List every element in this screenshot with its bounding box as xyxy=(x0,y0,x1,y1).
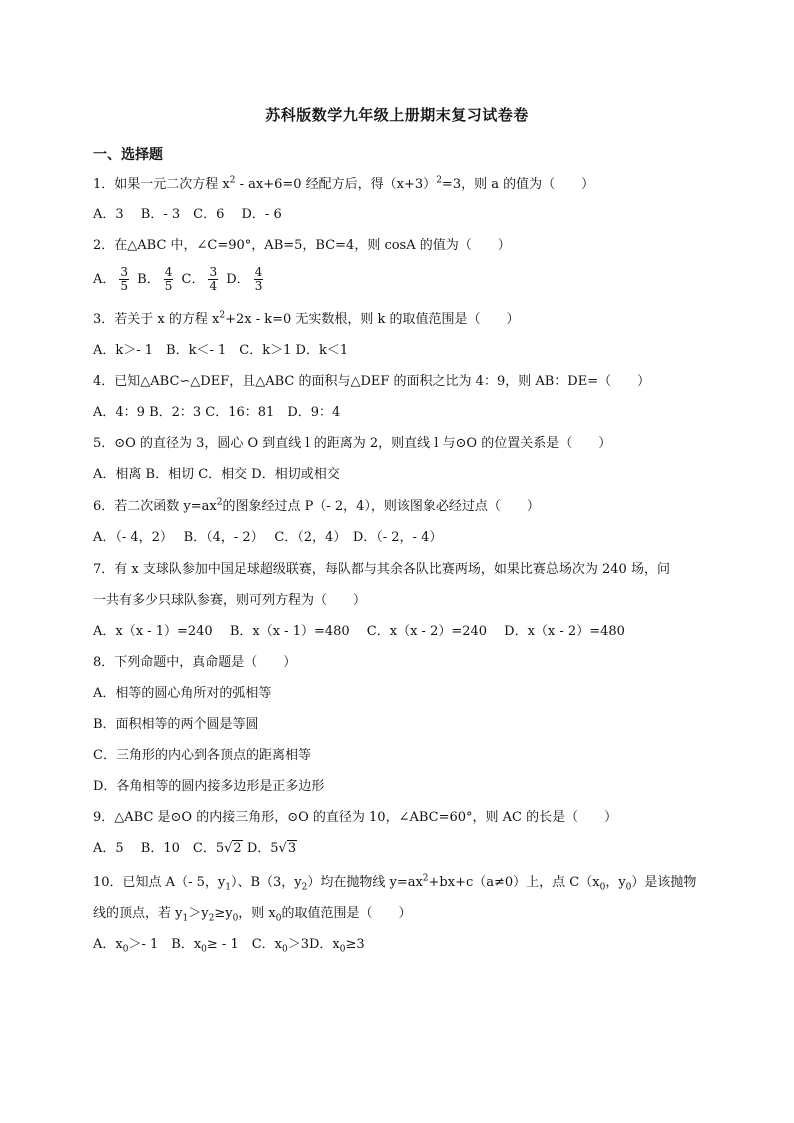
numerator: 3 xyxy=(209,265,218,279)
q10-text: ，y xyxy=(605,875,626,890)
subscript: 0 xyxy=(599,882,606,893)
q10-text: ）是该抛物 xyxy=(631,875,697,890)
q1-exponent: 2 xyxy=(229,175,236,186)
question-4-options: A．4：9 B．2：3 C．16：81 D．9：4 xyxy=(93,405,341,420)
numerator: 3 xyxy=(120,265,129,279)
q2-option-a: A． xyxy=(93,272,116,287)
numerator: 4 xyxy=(254,265,263,279)
question-3 xyxy=(93,311,520,329)
question-5: 5．⊙O 的直径为 3，圆心 O 到直线 l 的距离为 2，则直线 l 与⊙O 的位置关系是（ ） xyxy=(93,436,612,451)
subscript: 1 xyxy=(225,882,231,893)
q10-text: +bx+c（a≠0）上，点 C（x xyxy=(428,875,600,890)
q10-text: ＞y xyxy=(188,906,209,921)
q3-exponent: 2 xyxy=(219,310,226,321)
denominator: 5 xyxy=(164,279,173,293)
subscript: 2 xyxy=(208,913,215,924)
denominator: 4 xyxy=(209,279,218,293)
fraction xyxy=(254,266,264,293)
subscript: 0 xyxy=(232,913,239,924)
subscript: 0 xyxy=(625,882,632,893)
q10-text: ，则 x xyxy=(238,906,276,921)
exponent: 2 xyxy=(422,873,429,884)
question-10 xyxy=(93,874,696,892)
question-8-option-c: C．三角形的内心到各顶点的距离相等 xyxy=(93,748,311,763)
numerator: 4 xyxy=(164,265,173,279)
q3-text: +2x - k=0 无实数根，则 k 的取值范围是（ ） xyxy=(225,312,520,327)
q1-text: 1．如果一元二次方程 x xyxy=(93,177,230,192)
subscript: 0 xyxy=(339,944,346,955)
question-7-cont: 一共有多少只球队参赛，则可列方程为（ ） xyxy=(93,593,367,608)
q10-option-text: ≥3 xyxy=(345,937,365,952)
question-1 xyxy=(93,176,594,194)
question-2: 2．在△ABC 中，∠C=90°，AB=5，BC=4，则 cosA 的值为（ ） xyxy=(93,238,511,253)
denominator: 5 xyxy=(120,279,129,293)
q10-option-text: A．x xyxy=(93,937,123,952)
q10-option-text: ＞- 1 B．x xyxy=(128,937,202,952)
question-1-options: A．3 B．- 3 C．6 D．- 6 xyxy=(93,207,282,222)
subscript: 0 xyxy=(122,944,129,955)
q6-text: 6．若二次函数 y=ax xyxy=(93,499,217,514)
question-10-cont xyxy=(93,905,412,923)
q2-option-b: B． xyxy=(137,272,160,287)
question-6-options: A．（- 4，2） B．（4，- 2） C．（2，4） D．（- 2，- 4） xyxy=(93,530,443,545)
fraction xyxy=(208,266,218,293)
q1-exponent: 2 xyxy=(436,175,442,186)
sqrt: √2 xyxy=(224,841,242,856)
question-7: 7．有 x 支球队参加中国足球超级联赛，每队都与其余各队比赛两场，如果比赛总场次为 240 场，问 xyxy=(93,562,670,577)
q1-text: - ax+6=0 经配方后，得（x+3） xyxy=(235,177,437,192)
question-8-option-a: A．相等的圆心角所对的弧相等 xyxy=(93,686,272,701)
page-title: 苏科版数学九年级上册期末复习试卷卷 xyxy=(265,106,529,124)
question-3-options: A．k＞- 1 B．k＜- 1 C．k＞1 D．k＜1 xyxy=(93,343,349,358)
radicand: 3 xyxy=(287,841,297,856)
q3-text: 3．若关于 x 的方程 x xyxy=(93,312,220,327)
radicand: 2 xyxy=(233,841,242,856)
subscript: 1 xyxy=(182,913,189,924)
subscript: 0 xyxy=(282,944,288,955)
q9-option-d: D．5 xyxy=(242,841,279,856)
q10-option-text: ＞3D．x xyxy=(287,937,340,952)
denominator: 3 xyxy=(254,279,263,293)
q10-text: ≥y xyxy=(214,906,233,921)
question-8: 8．下列命题中，真命题是（ ） xyxy=(93,655,297,670)
question-7-options: A．x（x - 1）=240 B．x（x - 1）=480 C．x（x - 2）=240 D．x（x - 2）=480 xyxy=(93,624,625,639)
question-6 xyxy=(93,498,540,516)
q9-options-text: A．5 B．10 C．5 xyxy=(93,841,225,856)
question-4: 4．已知△ABC∽△DEF，且△ABC 的面积与△DEF 的面积之比为 4：9，则 AB：DE=（ ） xyxy=(93,374,651,389)
q10-option-text: ≥ - 1 C．x xyxy=(206,937,282,952)
q10-text: ）均在抛物线 y=ax xyxy=(307,875,423,890)
q10-text: 10．已知点 A（- 5，y xyxy=(93,875,226,890)
subscript: 2 xyxy=(301,882,308,893)
question-2-options xyxy=(93,266,267,293)
q6-exponent: 2 xyxy=(216,497,223,508)
q2-option-d: D． xyxy=(226,272,250,287)
question-8-option-d: D．各角相等的圆内接多边形是正多边形 xyxy=(93,779,325,794)
q10-text: 的取值范围是（ ） xyxy=(281,906,412,921)
q10-text: ）、B（3，y xyxy=(230,875,302,890)
sqrt: √3 xyxy=(278,841,297,856)
subscript: 0 xyxy=(201,944,207,955)
q6-text: 的图象经过点 P（- 2，4），则该图象必经过点（ ） xyxy=(222,499,540,514)
question-10-options xyxy=(93,936,365,954)
subscript: 0 xyxy=(275,913,282,924)
section-heading: 一、选择题 xyxy=(93,147,163,163)
question-9-options xyxy=(93,840,297,858)
question-9: 9．△ABC 是⊙O 的内接三角形，⊙O 的直径为 10，∠ABC=60°，则 AC 的长是（ ） xyxy=(93,810,618,825)
fraction xyxy=(119,266,129,293)
question-8-option-b: B．面积相等的两个圆是等圆 xyxy=(93,717,259,732)
q2-option-c: C． xyxy=(181,272,205,287)
q1-text: =3，则 a 的值为（ ） xyxy=(441,177,595,192)
fraction xyxy=(164,266,174,293)
q10-text: 线的顶点，若 y xyxy=(93,906,183,921)
question-5-options: A．相离 B．相切 C．相交 D．相切或相交 xyxy=(93,467,340,482)
